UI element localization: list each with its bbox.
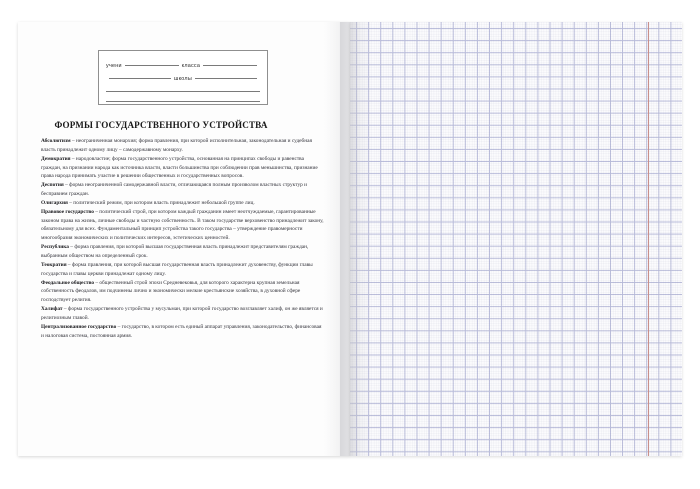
definition-entry (41, 199, 324, 208)
left-page (18, 22, 350, 456)
left-page-content (18, 22, 328, 456)
definition-term: Олигархия (41, 199, 68, 206)
label-row-school (106, 76, 260, 82)
definition-term: Республика (41, 244, 69, 251)
label-word-school: школы (174, 76, 192, 82)
definition-text: – форма правления, при которой высшая государственная власть принадлежит представителям граждан, выбранным обществом на определенный срок. (41, 244, 309, 259)
definition-entry (41, 155, 324, 182)
definition-term: Теократия (41, 261, 67, 268)
definition-term: Демократия (41, 155, 71, 162)
definition-term: Абсолютизм (41, 138, 71, 144)
label-rule-school-left[interactable] (109, 78, 171, 79)
definition-text: – неограниченная монархия; форма правления, при которой исполнительная, законодательная и судебная власть принадлежит одному лицу – самодержавному монарху. (41, 138, 312, 153)
right-page-graph-paper (350, 22, 682, 456)
definition-text: – политический строй, при котором каждый гражданин имеет неотчуждаемые, гарантированные законом права на жизнь, личные свободы и частную собственность. В таком государстве верховенство принадлежит закону, обязательному для всех. Фундаментальный принцип устройства такого государства – утверждение правомерности многообразия экономических и политических интересов, эстетических ценностей. (41, 208, 324, 242)
definitions-list (41, 137, 324, 340)
definition-text: – общественный строй эпохи Средневековья, для которого характерна крупная земельная собственность феодалов, им подчинены лично и экономически мелкие крестьянские хозяйства, в духовной сфере господствует религия. (41, 279, 301, 304)
label-rule-class[interactable] (203, 65, 257, 66)
definition-text: – форма правления, при которой высшая государственная власть принадлежит духовенству, функции главы государства и главы церкви принадлежат одному лицу. (41, 261, 313, 277)
definition-text: – форма неограниченной самодержавной власти, отличающаяся полным произволом властных структур и бесправием граждан. (41, 182, 308, 198)
label-word-class: класса (181, 63, 201, 69)
definition-term: Халифат (41, 306, 63, 313)
definition-entry (41, 208, 324, 243)
definition-term: Деспотия (41, 182, 64, 189)
definition-text: – государство, в котором есть единый аппарат управления, законодательство, финансовая и налоговая система, постоянная армия. (41, 323, 322, 339)
label-rule-extra-1[interactable] (106, 91, 260, 92)
definition-term: Централизованное государство (41, 323, 117, 330)
definition-term: Феодальное общество (41, 279, 94, 286)
margin-line (648, 22, 649, 456)
definition-term: Правовое государство (41, 208, 94, 215)
definition-text: – политический режим, при котором власть принадлежит небольшой группе лиц. (67, 199, 255, 206)
definition-entry (41, 323, 324, 341)
definition-text: – народовластие; форма государственного устройства, основанная на принципах свободы и равенства граждан, на признании народа как источника власти, власти большинства при соблюдении прав меньшинства, признание права народа принимать участие в решении общественных и государственных вопросов. (41, 155, 318, 180)
page-title: ФОРМЫ ГОСУДАРСТВЕННОГО УСТРОЙСТВА (54, 120, 268, 130)
student-label-box (98, 50, 268, 105)
definition-entry (41, 279, 324, 306)
definition-entry (41, 137, 324, 155)
label-word-student: учени (106, 63, 122, 69)
label-rule-extra-2[interactable] (106, 101, 260, 102)
definition-entry (41, 243, 324, 261)
label-row-student-class (106, 63, 260, 69)
definition-entry (41, 181, 324, 199)
graph-grid (350, 22, 682, 456)
label-rule-school-right[interactable] (195, 78, 257, 79)
definition-text: – форма государственного устройства у мусульман, при которой государство возглавляет халиф, он же является и религиозным главой. (41, 306, 323, 321)
label-rule-student-name[interactable] (125, 65, 179, 66)
definition-entry (41, 305, 324, 323)
definition-entry (41, 261, 324, 279)
